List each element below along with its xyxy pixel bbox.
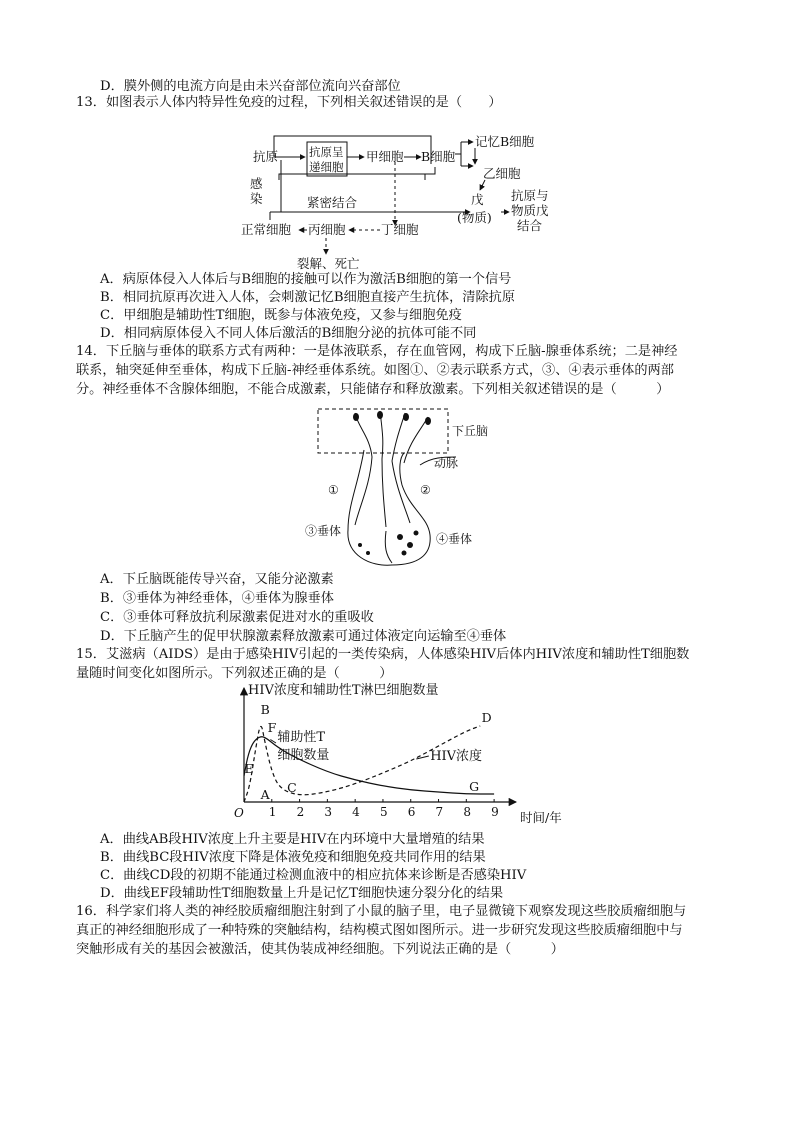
complex-label-2: 物质戊	[511, 203, 549, 218]
x-tick-label-8: 8	[463, 805, 471, 819]
q16-stem-line-3: 突触形成有关的基因会被激活，使其伪装成神经细胞。下列说法正确的是（ ）	[76, 942, 564, 957]
point-label-b: B	[260, 702, 270, 717]
q14-pituitary-figure	[300, 405, 500, 575]
artery-label: 动脉	[434, 456, 459, 470]
cell-jia-label: 甲细胞	[366, 149, 404, 164]
q14-option-a: A．下丘脑既能传导兴奋，又能分泌激素	[100, 572, 334, 587]
bing-cell-label: 丙细胞	[308, 222, 346, 237]
x-tick-label-9: 9	[491, 805, 499, 819]
apc-label-1: 抗原呈	[309, 145, 344, 159]
antigen-label: 抗原	[253, 149, 279, 164]
complex-label-1: 抗原与	[511, 188, 549, 203]
series-t-cell-line	[244, 737, 494, 794]
q14-option-d: D．下丘脑产生的促甲状腺激素释放激素可通过体液定向运输至④垂体	[100, 629, 507, 644]
memory-b-label: 记忆B细胞	[475, 134, 535, 149]
wu-label: 戊	[471, 192, 484, 207]
hiv-chart	[228, 682, 568, 830]
x-tick-label-5: 5	[379, 805, 388, 819]
q15-option-d: D．曲线EF段辅助性T细胞数量上升是记忆T细胞快速分裂分化的结果	[100, 886, 504, 901]
q16-stem-line-1: 16．科学家们将人类的神经胶质瘤细胞注射到了小鼠的脑子里，电子显微镜下观察发现这些胶质瘤细胞与	[76, 904, 687, 919]
lysis-label: 裂解、死亡	[297, 256, 360, 271]
q14-option-c: C．③垂体可释放抗利尿激素促进对水的重吸收	[100, 610, 374, 625]
point-label-d: D	[481, 710, 492, 725]
q16-stem-line-2: 真正的神经细胞形成了一种特殊的突触结构，结构模式图如图所示。进一步研究发现这些胶质瘤细胞中与	[76, 923, 683, 938]
chart-x-label: 时间/年	[520, 810, 562, 825]
normal-cell-label: 正常细胞	[241, 222, 292, 237]
substance-label: (物质)	[457, 210, 492, 225]
q13-option-c: C．甲细胞是辅助性T细胞，既参与体液免疫，又参与细胞免疫	[100, 308, 462, 323]
chart-title: HIV浓度和辅助性T淋巴细胞数量	[248, 683, 439, 698]
q15-option-a: A．曲线AB段HIV浓度上升主要是HIV在内环境中大量增殖的结果	[100, 832, 485, 847]
q14-stem-line-2: 联系，轴突延伸至垂体，构成下丘脑-神经垂体系统。如图①、②表示联系方式，③、④表示垂体的两部	[76, 363, 674, 378]
q13-option-d: D．相同病原体侵入不同人体后激活的B细胞分泌的抗体可能不同	[100, 326, 477, 341]
x-tick-label-6: 6	[407, 805, 416, 819]
infect-label-2: 染	[250, 191, 263, 206]
mark-2-label: ②	[420, 483, 431, 497]
q15-option-c: C．曲线CD段的初期不能通过检测血液中的相应抗体来诊断是否感染HIV	[100, 868, 527, 883]
ding-cell-label: 丁细胞	[381, 222, 419, 237]
x-tick-label-2: 2	[296, 805, 305, 819]
prev-option-d: D．膜外侧的电流方向是由未兴奋部位流向兴奋部位	[100, 79, 401, 94]
mark-3-label: ③垂体	[305, 524, 342, 538]
q15-option-b: B．曲线BC段HIV浓度下降是体液免疫和细胞免疫共同作用的结果	[100, 850, 486, 865]
series-hiv-label: HIV浓度	[430, 749, 483, 764]
point-label-e: E	[244, 761, 254, 776]
q13-option-b: B．相同抗原再次进入人体，会刺激记忆B细胞直接产生抗体，清除抗原	[100, 290, 516, 305]
cell-b-label: B细胞	[421, 149, 456, 164]
point-label-c: C	[287, 780, 297, 795]
series-t-cell-label-1: 辅助性T	[277, 730, 326, 745]
x-tick-label-1: 1	[268, 805, 277, 819]
point-label-a: A	[260, 787, 270, 802]
infect-label-1: 感	[250, 176, 263, 191]
x-tick-label-4: 4	[352, 805, 360, 819]
chart-origin: O	[234, 806, 244, 820]
mark-4-label: ④垂体	[436, 532, 473, 546]
x-tick-label-3: 3	[324, 805, 333, 819]
q14-option-b: B．③垂体为神经垂体，④垂体为腺垂体	[100, 591, 334, 606]
apc-label-2: 递细胞	[309, 160, 344, 174]
tight-bind-label: 紧密结合	[307, 195, 358, 210]
q15-stem-line-2: 量随时间变化如图所示。下列叙述正确的是（ ）	[76, 666, 393, 681]
complex-label-3: 结合	[517, 218, 543, 233]
q13-stem: 13．如图表示人体内特异性免疫的过程，下列相关叙述错误的是（ ）	[76, 95, 502, 110]
q13-immune-diagram	[235, 130, 565, 280]
cell-yi-label: 乙细胞	[483, 166, 521, 181]
x-tick-label-7: 7	[435, 805, 444, 819]
q14-stem-line-3: 分。神经垂体不含腺体细胞，不能合成激素，只能储存和释放激素。下列相关叙述错误的是（ ）	[76, 382, 670, 397]
point-label-g: G	[469, 779, 480, 794]
mark-1-label: ①	[328, 483, 339, 497]
series-t-cell-label-2: 细胞数量	[277, 748, 330, 763]
q13-option-a: A．病原体侵入人体后与B细胞的接触可以作为激活B细胞的第一个信号	[100, 272, 512, 287]
q15-stem-line-1: 15．艾滋病（AIDS）是由于感染HIV引起的一类传染病，人体感染HIV后体内HIV浓度和辅助性T细胞数	[76, 647, 690, 662]
q14-stem-line-1: 14．下丘脑与垂体的联系方式有两种：一是体液联系，存在血管网，构成下丘脑-腺垂体系统；二是神经	[76, 344, 678, 359]
point-label-f: F	[267, 720, 277, 735]
hypothalamus-label: 下丘脑	[452, 424, 489, 438]
